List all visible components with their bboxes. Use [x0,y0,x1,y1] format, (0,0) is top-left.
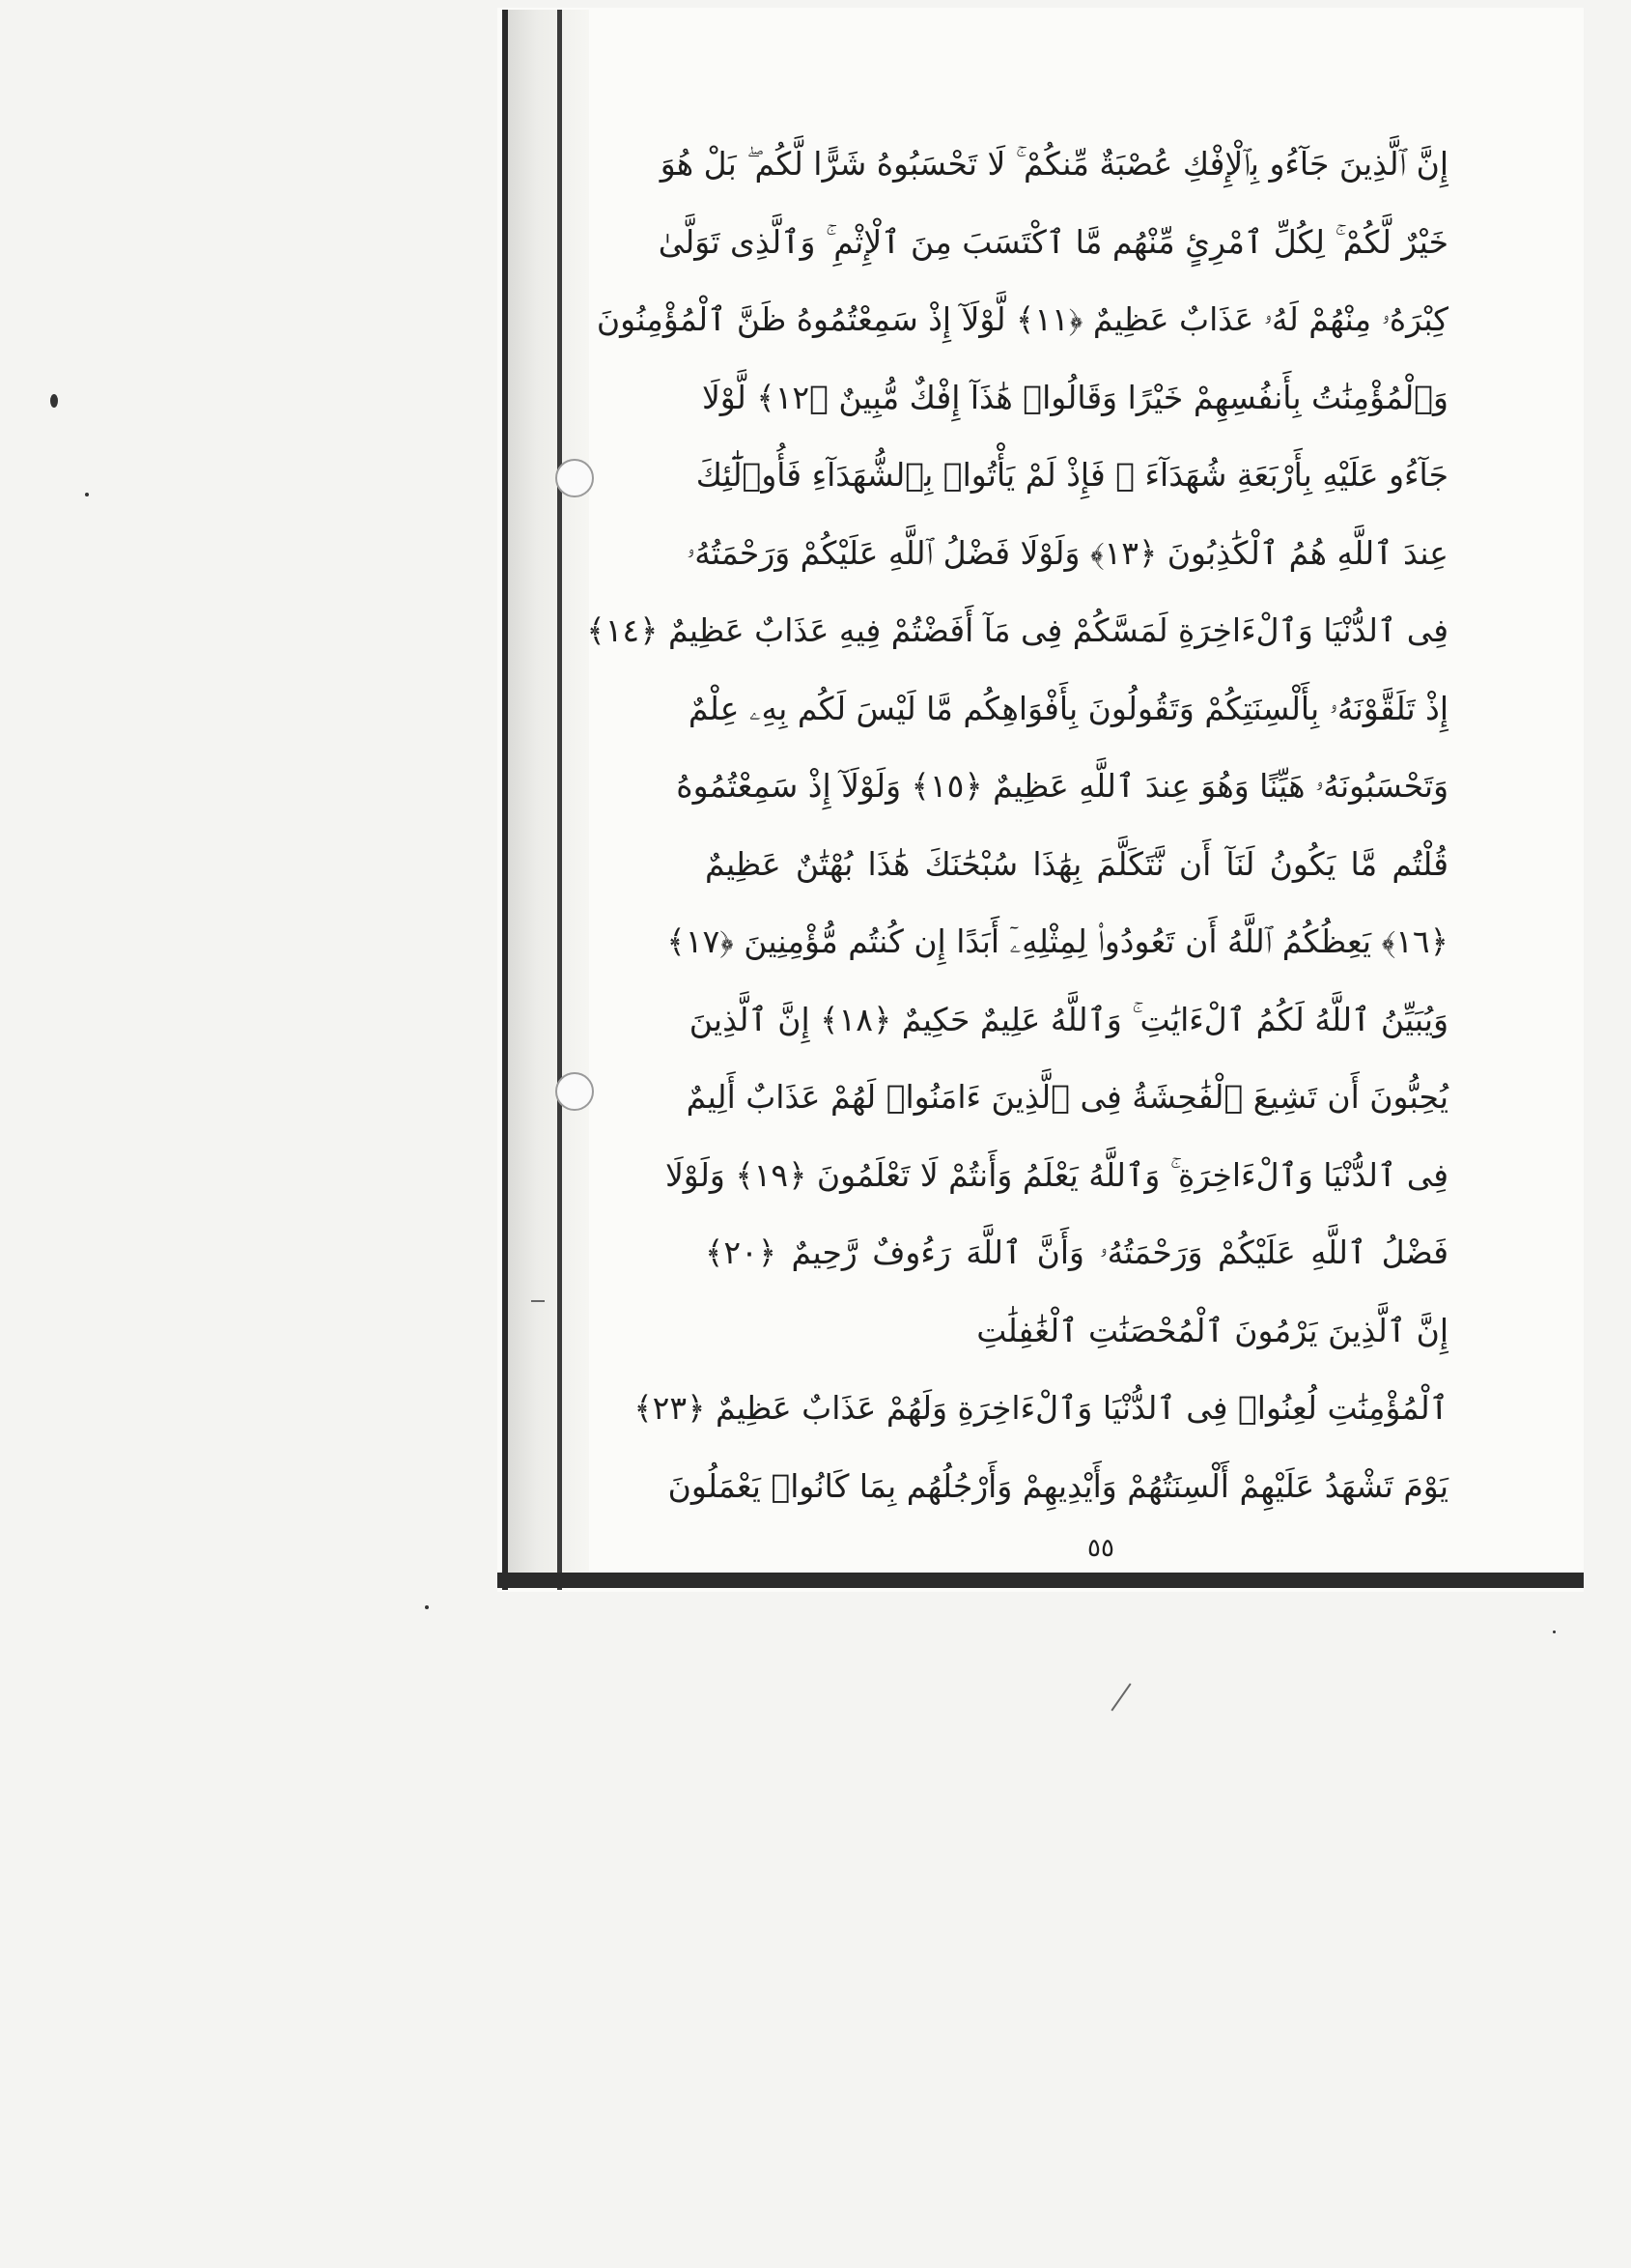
text-line: وَيُبَيِّنُ ٱللَّهُ لَكُمُ ٱلْءَايَٰتِ ۚ وَٱللَّهُ عَلِيمٌ حَكِيمٌ ﴿١٨﴾ إِنَّ ٱلَّذِينَ [689,1000,1448,1038]
punch-hole-top [555,459,594,497]
scan-speck [425,1605,429,1609]
scan-speck [85,493,89,496]
text-line: فِى ٱلدُّنْيَا وَٱلْءَاخِرَةِ ۚ وَٱللَّهُ يَعْلَمُ وَأَنتُمْ لَا تَعْلَمُونَ ﴿١٩﴾ وَلَوْلَا [664,1155,1448,1194]
page-spine-border [502,10,562,1590]
text-line: وَتَحْسَبُونَهُۥ هَيِّنًا وَهُوَ عِندَ ٱللَّهِ عَظِيمٌ ﴿١٥﴾ وَلَوْلَآ إِذْ سَمِعْتُمُوهُ [676,767,1448,805]
text-line: كِبْرَهُۥ مِنْهُمْ لَهُۥ عَذَابٌ عَظِيمٌ ﴿١١﴾ لَّوْلَآ إِذْ سَمِعْتُمُوهُ ظَنَّ ٱلْمُؤْمِنُونَ [596,300,1448,338]
scan-speck [1553,1630,1556,1633]
text-line: فَضْلُ ٱللَّهِ عَلَيْكُمْ وَرَحْمَتُهُۥ وَأَنَّ ٱللَّهَ رَءُوفٌ رَّحِيمٌ ﴿٢٠﴾ [705,1233,1448,1271]
text-line: قُلْتُم مَّا يَكُونُ لَنَآ أَن نَّتَكَلَّمَ بِهَٰذَا سُبْحَٰنَكَ هَٰذَا بُهْتَٰنٌ عَظِيمٌ [705,844,1448,883]
text-line: وَٱلْمُؤْمِنَٰتُ بِأَنفُسِهِمْ خَيْرًا وَقَالُوا۟ هَٰذَآ إِفْكٌ مُّبِينٌ ﴿١٢﴾ لَّوْلَا [701,378,1448,416]
text-line: يُحِبُّونَ أَن تَشِيعَ ٱلْفَٰحِشَةُ فِى ٱلَّذِينَ ءَامَنُوا۟ لَهُمْ عَذَابٌ أَلِيمٌ [686,1078,1448,1116]
page-number: ٥٥ [1087,1534,1114,1563]
text-line: ﴿١٦﴾ يَعِظُكُمُ ٱللَّهُ أَن تَعُودُوا۟ لِمِثْلِهِۦٓ أَبَدًا إِن كُنتُم مُّؤْمِنِينَ ﴿١٧﴾ [666,922,1448,960]
pencil-mark [1111,1684,1131,1712]
scan-speck [50,394,58,408]
text-line: خَيْرٌ لَّكُمْ ۚ لِكُلِّ ٱمْرِئٍ مِّنْهُم مَّا ٱكْتَسَبَ مِنَ ٱلْإِثْمِ ۚ وَٱلَّذِى تَوَلَّىٰ [658,222,1448,261]
text-line: عِندَ ٱللَّهِ هُمُ ٱلْكَٰذِبُونَ ﴿١٣﴾ وَلَوْلَا فَضْلُ ٱللَّهِ عَلَيْكُمْ وَرَحْمَتُهُۥ [686,533,1448,572]
text-line: إِنَّ ٱلَّذِينَ جَآءُو بِٱلْإِفْكِ عُصْبَةٌ مِّنكُمْ ۚ لَا تَحْسَبُوهُ شَرًّا لَّكُم ۖ بَلْ هُوَ [660,145,1448,183]
punch-hole-bottom [555,1072,594,1111]
quran-text-block [586,126,1448,1526]
text-line: إِنَّ ٱلَّذِينَ يَرْمُونَ ٱلْمُحْصَنَٰتِ ٱلْغَٰفِلَٰتِ [976,1311,1448,1349]
text-line: فِى ٱلدُّنْيَا وَٱلْءَاخِرَةِ لَمَسَّكُمْ فِى مَآ أَفَضْتُمْ فِيهِ عَذَابٌ عَظِيمٌ ﴿١٤﴾ [586,611,1448,649]
text-line: ٱلْمُؤْمِنَٰتِ لُعِنُوا۟ فِى ٱلدُّنْيَا وَٱلْءَاخِرَةِ وَلَهُمْ عَذَابٌ عَظِيمٌ ﴿٢٣﴾ [633,1389,1448,1427]
page-bottom-edge [497,1573,1584,1588]
text-line: جَآءُو عَلَيْهِ بِأَرْبَعَةِ شُهَدَآءَ ۚ فَإِذْ لَمْ يَأْتُوا۟ بِٱلشُّهَدَآءِ فَأُو۟لَٰٓئِكَ [695,456,1448,494]
text-line: يَوْمَ تَشْهَدُ عَلَيْهِمْ أَلْسِنَتُهُمْ وَأَيْدِيهِمْ وَأَرْجُلُهُم بِمَا كَانُوا۟ يَعْمَلُونَ [667,1466,1448,1505]
pencil-mark [531,1300,545,1302]
text-line: إِذْ تَلَقَّوْنَهُۥ بِأَلْسِنَتِكُمْ وَتَقُولُونَ بِأَفْوَاهِكُم مَّا لَيْسَ لَكُم بِهِۦ عِلْمٌ [688,689,1448,727]
